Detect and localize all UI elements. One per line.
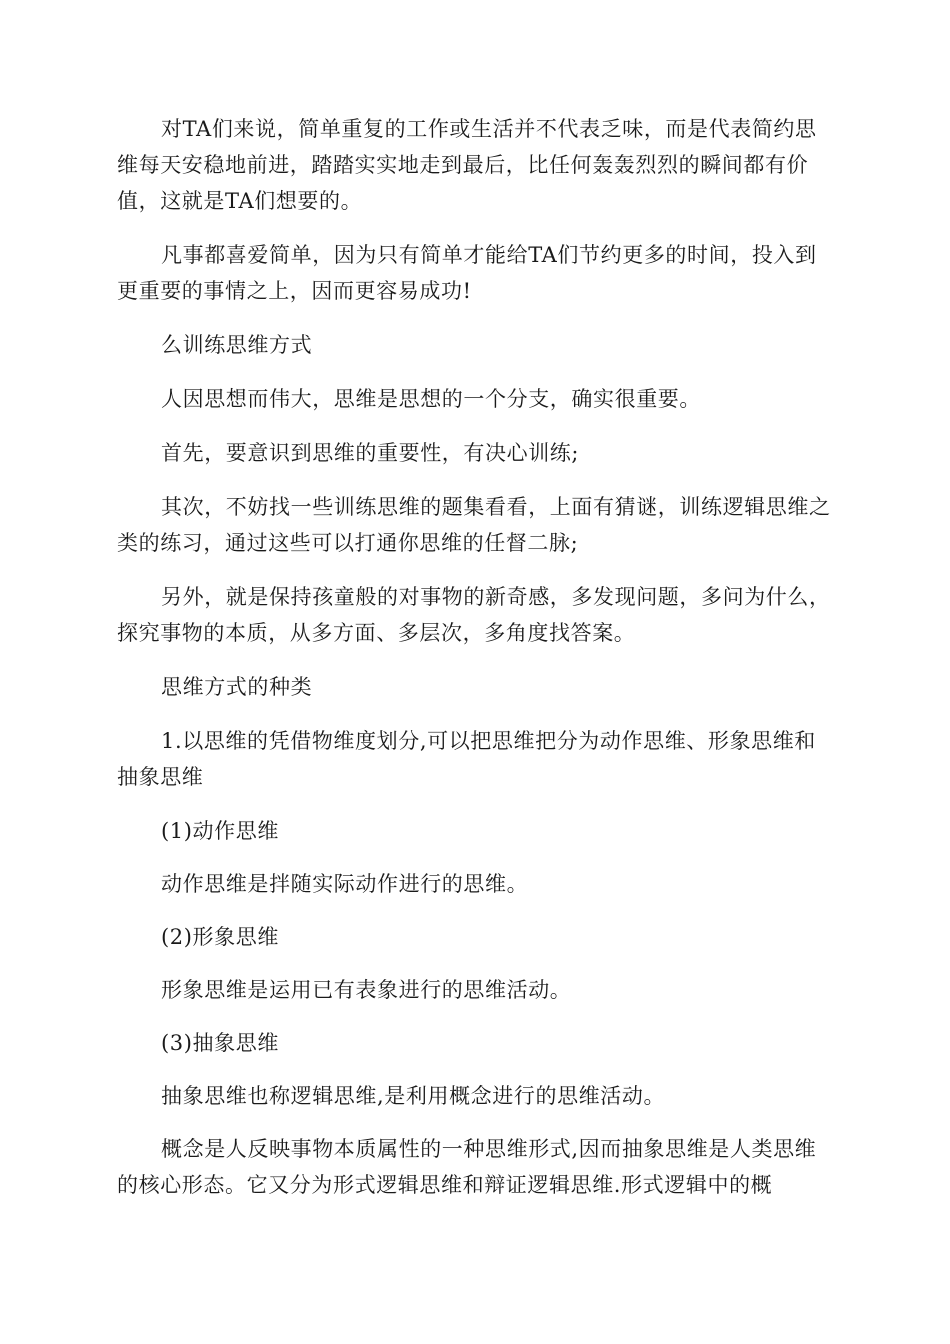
list-item-1: 1.以思维的凭借物维度划分,可以把思维把分为动作思维、形象思维和抽象思维: [117, 729, 816, 789]
document-body: [117, 111, 831, 1221]
paragraph-4: 首先，要意识到思维的重要性，有决心训练;: [161, 441, 580, 465]
section-heading-types: 思维方式的种类: [161, 675, 313, 699]
paragraph-concept: 概念是人反映事物本质属性的一种思维形式,因而抽象思维是人类思维的核心形态。它又分为形式逻辑思维和辩证逻辑思维.形式逻辑中的概: [117, 1137, 817, 1197]
section-heading-training: 么训练思维方式: [161, 333, 313, 357]
paragraph-2: 凡事都喜爱简单，因为只有简单才能给TA们节约更多的时间，投入到更重要的事情之上，因而更容易成功!: [117, 243, 817, 303]
paragraph-6: 另外，就是保持孩童般的对事物的新奇感，多发现问题，多问为什么，探究事物的本质，从多方面、多层次，多角度找答案。: [117, 585, 831, 645]
subheading-image-thinking: (2)形象思维: [161, 925, 279, 949]
subheading-action-thinking: (1)动作思维: [161, 819, 279, 843]
paragraph-1: 对TA们来说，简单重复的工作或生活并不代表乏味，而是代表简约思维每天安稳地前进，踏踏实实地走到最后，比任何轰轰烈烈的瞬间都有价值，这就是TA们想要的。: [117, 117, 817, 213]
paragraph-image-thinking: 形象思维是运用已有表象进行的思维活动。: [161, 978, 572, 1002]
paragraph-abstract-thinking: 抽象思维也称逻辑思维,是利用概念进行的思维活动。: [161, 1084, 666, 1108]
paragraph-5: 其次，不妨找一些训练思维的题集看看，上面有猜谜，训练逻辑思维之类的练习，通过这些可以打通你思维的任督二脉;: [117, 495, 831, 555]
paragraph-3: 人因思想而伟大，思维是思想的一个分支，确实很重要。: [161, 387, 701, 411]
paragraph-action-thinking: 动作思维是拌随实际动作进行的思维。: [161, 872, 529, 896]
subheading-abstract-thinking: (3)抽象思维: [161, 1031, 279, 1055]
